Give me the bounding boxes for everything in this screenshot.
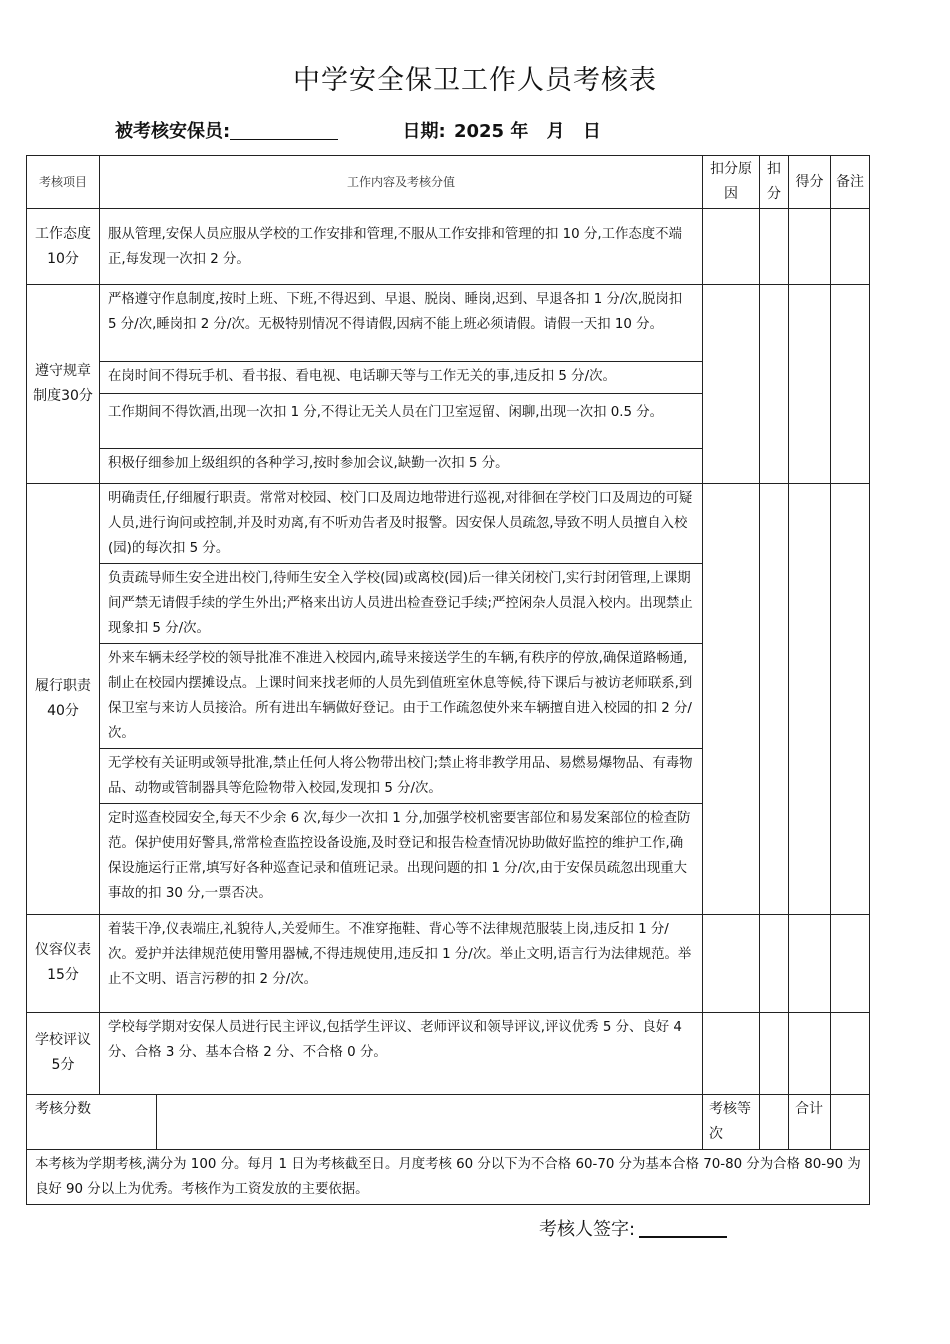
grade-label: 考核等次: [703, 1094, 760, 1149]
section-row-attitude: [27, 209, 870, 285]
signature-field[interactable]: [639, 1218, 727, 1238]
list-item: 积极仔细参加上级组织的各种学习,按时参加会议,缺勤一次扣 5 分。: [108, 455, 509, 471]
list-item: 明确责任,仔细履行职责。常常对校园、校门口及周边地带进行巡视,对徘徊在学校门口及周边的可疑人员,进行询问或控制,并及时劝离,有不听劝告者及时报警。因安保人员疏忽,导致不明人员擅自入校(园)的每次扣 5 分。: [100, 484, 702, 564]
category-rules: 遵守规章制度30分: [27, 285, 100, 484]
deduct-reason-cell[interactable]: [703, 285, 760, 484]
total-label: 合计: [789, 1094, 831, 1149]
grade-field[interactable]: [760, 1094, 789, 1149]
content-cell: 着装干净,仪表端庄,礼貌待人,关爱师生。不准穿拖鞋、背心等不法律规范服装上岗,违反扣 1 分/次。爱护并法律规范使用警用器械,不得违规使用,违反扣 1 分/次。举止文明,语言行为法律规范。举止不文明、语言污秽的扣 2 分/次。: [100, 914, 703, 1012]
remark-cell[interactable]: [831, 914, 870, 1012]
category-appearance: 仪容仪表15分: [27, 914, 100, 1012]
signature-label: 考核人签字:: [539, 1219, 636, 1240]
content-cell: 学校每学期对安保人员进行民主评议,包括学生评议、老师评议和领导评议,评议优秀 5 分、良好 4 分、合格 3 分、基本合格 2 分、不合格 0 分。: [100, 1012, 703, 1094]
header-category: 考核项目: [27, 156, 100, 209]
date-day: 日: [582, 121, 601, 142]
score-cell[interactable]: [789, 484, 831, 915]
note-row: [27, 1149, 870, 1204]
remark-cell[interactable]: [831, 285, 870, 484]
date-year: 2025 年: [453, 121, 529, 142]
examinee-label: 被考核安保员:: [115, 121, 231, 142]
category-evaluation: 学校评议5分: [27, 1012, 100, 1094]
list-item: 无学校有关证明或领导批准,禁止任何人将公物带出校门;禁止将非教学用品、易燃易爆物品、有毒物品、动物或管制器具等危险物带入校园,发现扣 5 分/次。: [100, 749, 702, 804]
content-cell: 服从管理,安保人员应服从学校的工作安排和管理,不服从工作安排和管理的扣 10 分,工作态度不端正,每发现一次扣 2 分。: [100, 209, 703, 285]
deduct-reason-cell[interactable]: [703, 209, 760, 285]
duties-items: [100, 484, 702, 914]
list-item: 负责疏导师生安全进出校门,待师生安全入学校(园)或离校(园)后一律关闭校门,实行封闭管理,上课期间严禁无请假手续的学生外出;严格来出访人员进出检查登记手续;严控闲杂人员混入校内。出现禁止现象扣 5 分/次。: [100, 564, 702, 644]
summary-row: [27, 1094, 870, 1149]
score-total-field[interactable]: [157, 1094, 703, 1149]
deduct-reason-cell[interactable]: [703, 484, 760, 915]
date-label: 日期:: [402, 121, 446, 142]
category-attitude: 工作态度10分: [27, 209, 100, 285]
list-item: 严格遵守作息制度,按时上班、下班,不得迟到、早退、脱岗、睡岗,迟到、早退各扣 1 分/次,脱岗扣 5 分/次,睡岗扣 2 分/次。无极特别情况不得请假,因病不能上班必须请假。请假一天扣 10 分。: [100, 285, 702, 361]
date-month: 月: [546, 121, 565, 142]
list-item: 定时巡查校园安全,每天不少余 6 次,每少一次扣 1 分,加强学校机密要害部位和易发案部位的检查防范。保护使用好警具,常常检查监控设备设施,及时登记和报告检查情况协助做好监控的维护工作,确保设施运行正常,填写好各种巡查记录和值班记录。出现问题的扣 1 分/次,由于安保员疏忽出现重大事故的扣 30 分,一票否决。: [108, 811, 691, 901]
total-field[interactable]: [831, 1094, 870, 1149]
list-item: 外来车辆未经学校的领导批准不准进入校园内,疏导来接送学生的车辆,有秩序的停放,确保道路畅通,制止在校园内摆摊设点。上课时间来找老师的人员先到值班室休息等候,待下课后与被访老师联系,到保卫室与来访人员接洽。所有进出车辆做好登记。由于工作疏忽使外来车辆擅自进入校园的扣 2 分/次。: [100, 644, 702, 749]
remark-cell[interactable]: [831, 484, 870, 915]
header-row: [27, 156, 870, 209]
score-cell[interactable]: [789, 285, 831, 484]
deduct-reason-cell[interactable]: [703, 1012, 760, 1094]
section-row-duties: [27, 484, 870, 915]
deduct-cell[interactable]: [760, 914, 789, 1012]
remark-cell[interactable]: [831, 1012, 870, 1094]
section-row-rules: [27, 285, 870, 484]
deduct-cell[interactable]: [760, 209, 789, 285]
examinee-field[interactable]: [230, 121, 338, 140]
header-deduct: 扣分: [760, 156, 789, 209]
score-total-label: 考核分数: [27, 1094, 157, 1149]
score-cell[interactable]: [789, 209, 831, 285]
header-deduct-reason: 扣分原因: [703, 156, 760, 209]
deduct-cell[interactable]: [760, 1012, 789, 1094]
deduct-reason-cell[interactable]: [703, 914, 760, 1012]
list-item: 工作期间不得饮酒,出现一次扣 1 分,不得让无关人员在门卫室逗留、闲聊,出现一次扣 0.5 分。: [100, 393, 702, 448]
deduct-cell[interactable]: [760, 484, 789, 915]
assessment-note: 本考核为学期考核,满分为 100 分。每月 1 日为考核截至日。月度考核 60 分以下为不合格 60-70 分为基本合格 70-80 分为合格 80-90 为良好 90 分以上为优秀。考核作为工资发放的主要依据。: [27, 1149, 870, 1204]
signature-area: [539, 1215, 727, 1241]
score-cell[interactable]: [789, 1012, 831, 1094]
section-row-appearance: [27, 914, 870, 1012]
header-score: 得分: [789, 156, 831, 209]
header-meta: [115, 117, 601, 143]
list-item: 在岗时间不得玩手机、看书报、看电视、电话聊天等与工作无关的事,违反扣 5 分/次。: [100, 361, 702, 393]
rules-items: [100, 285, 702, 482]
assessment-table: [26, 155, 870, 1205]
section-row-evaluation: [27, 1012, 870, 1094]
page-title: 中学安全保卫工作人员考核表: [293, 65, 657, 96]
header-content: 工作内容及考核分值: [100, 156, 703, 209]
score-cell[interactable]: [789, 914, 831, 1012]
deduct-cell[interactable]: [760, 285, 789, 484]
header-remark: 备注: [831, 156, 870, 209]
remark-cell[interactable]: [831, 209, 870, 285]
category-duties: 履行职责40分: [27, 484, 100, 915]
